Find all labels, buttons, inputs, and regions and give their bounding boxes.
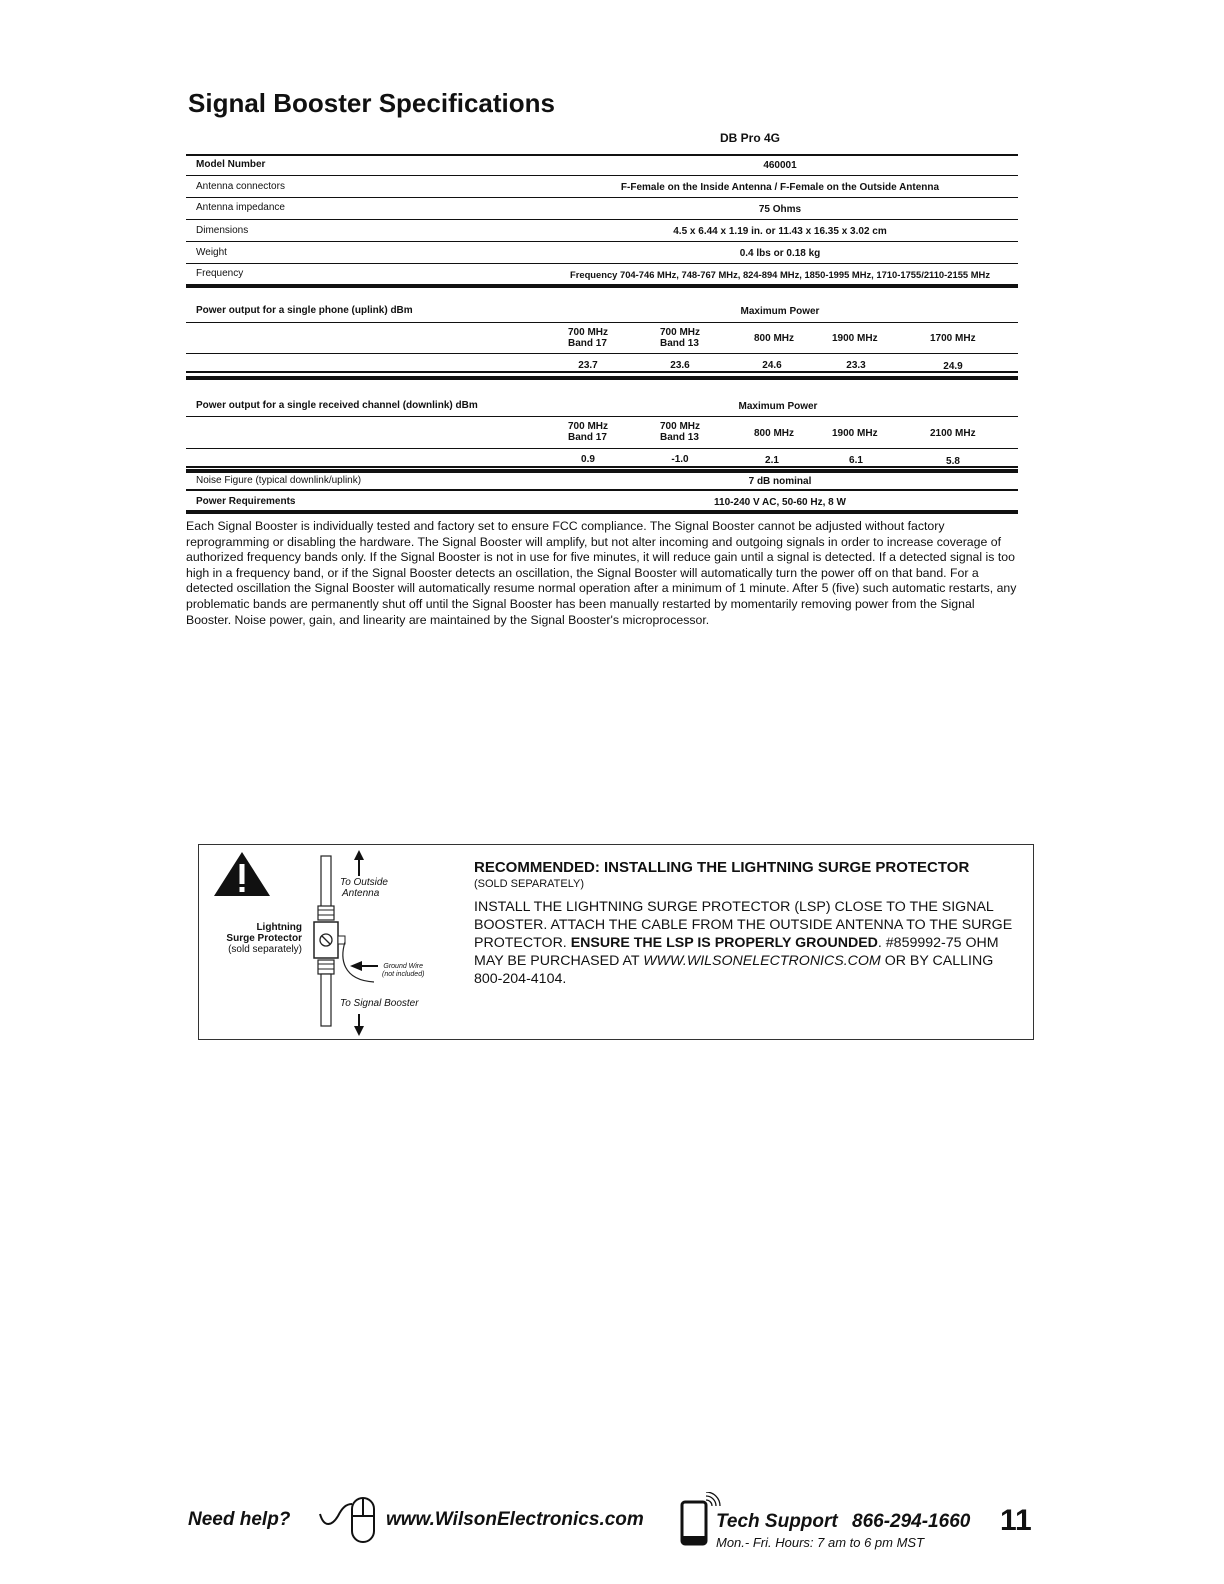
- mouse-icon: [318, 1494, 378, 1546]
- spec-value: 7 dB nominal: [748, 476, 812, 487]
- lsp-heading: RECOMMENDED: INSTALLING THE LIGHTNING SURGE PROTECTOR: [474, 859, 970, 876]
- page-number: 11: [1000, 1504, 1032, 1537]
- table-rule: [186, 284, 1018, 288]
- table-rule: [186, 376, 1018, 380]
- spec-value: 110-240 V AC, 50-60 Hz, 8 W: [714, 497, 846, 508]
- downlink-band: 1900 MHz: [832, 428, 878, 439]
- uplink-value: 23.3: [846, 360, 866, 371]
- surge-protector-label: Lightning Surge Protector (sold separately): [226, 922, 302, 955]
- spec-label: Frequency: [196, 268, 244, 279]
- downlink-value: 6.1: [849, 455, 863, 466]
- uplink-band: 800 MHz: [754, 333, 795, 344]
- arrow-down-icon: [354, 1014, 364, 1036]
- tech-support-label: Tech Support: [716, 1511, 838, 1532]
- downlink-band: 800 MHz: [754, 428, 795, 439]
- table-rule: [186, 510, 1018, 514]
- spec-value: 0.4 lbs or 0.18 kg: [739, 248, 821, 259]
- uplink-value: 24.6: [762, 360, 782, 371]
- downlink-label: Power output for a single received channel (downlink) dBm: [196, 400, 478, 411]
- uplink-value: 23.6: [670, 360, 690, 371]
- uplink-band: 700 MHz Band 13: [660, 327, 701, 349]
- table-rule: [186, 371, 1018, 373]
- downlink-value: 0.9: [581, 454, 595, 465]
- table-rule: [186, 466, 1018, 468]
- tech-support-phone[interactable]: 866-294-1660: [852, 1511, 971, 1532]
- page-title: Signal Booster Specifications: [188, 88, 555, 118]
- ground-wire-icon: [343, 942, 374, 982]
- warning-icon: [214, 852, 270, 896]
- downlink-band: 700 MHz Band 17: [568, 421, 609, 443]
- spec-value: 75 Ohms: [758, 204, 802, 215]
- need-help-label: Need help?: [188, 1509, 291, 1530]
- uplink-band: 700 MHz Band 17: [568, 327, 609, 349]
- uplink-value: 24.9: [943, 361, 963, 372]
- uplink-value: 23.7: [578, 360, 598, 371]
- description-paragraph: Each Signal Booster is individually tested and factory set to ensure FCC compliance. The Signal Booster cannot be adjusted without factory reprogramming or disabling the hardware. The Signal Booster will amplify, but not alter incoming and outgoing signals in order to increase coverage of authorized frequency bands only. If the Signal Booster is not in use for five minutes, it will reduce gain until a signal is detected. If a detected signal is too high in a frequency band, or if the Signal Booster detects an oscillation, the Signal Booster will automatically turn the power off on that band. For a detected oscillation the Signal Booster will automatically resume normal operation after a minimum of 1 minute. After 5 (five) such automatic restarts, any problematic bands are permanently shut off until the Signal Booster has been manually restarted by momentarily removing power from the Signal Booster. Noise power, gain, and linearity are maintained by the Signal Booster's microprocessor.: [186, 519, 1017, 627]
- uplink-band: 1900 MHz: [832, 333, 878, 344]
- website-link[interactable]: www.WilsonElectronics.com: [386, 1509, 644, 1530]
- spec-label: Noise Figure (typical downlink/uplink): [196, 475, 362, 486]
- spec-value: 4.5 x 6.44 x 1.19 in. or 11.43 x 16.35 x 3.02 cm: [673, 226, 887, 237]
- arrow-left-icon: [350, 961, 378, 971]
- tech-support-hours: Mon.- Fri. Hours: 7 am to 6 pm MST: [716, 1535, 925, 1550]
- table-rule: [186, 219, 1018, 220]
- spec-value: 460001: [763, 160, 797, 171]
- table-rule: [186, 489, 1018, 491]
- lsp-subheading: (SOLD SEPARATELY): [474, 878, 585, 890]
- table-rule: [186, 197, 1018, 198]
- spec-label: Model Number: [196, 159, 266, 170]
- downlink-value: -1.0: [671, 454, 689, 465]
- table-rule: [186, 322, 1018, 323]
- uplink-label: Power output for a single phone (uplink) dBm: [196, 305, 413, 316]
- table-rule: [186, 469, 1018, 473]
- spec-label: Power Requirements: [196, 496, 296, 507]
- cable-icon: [321, 856, 331, 908]
- arrow-up-icon: [354, 850, 364, 876]
- spec-value: F-Female on the Inside Antenna / F-Female on the Outside Antenna: [620, 182, 940, 193]
- downlink-value: 2.1: [765, 455, 779, 466]
- spec-label: Dimensions: [196, 225, 249, 236]
- table-rule: [186, 241, 1018, 242]
- downlink-band: 700 MHz Band 13: [660, 421, 701, 443]
- downlink-header: Maximum Power: [738, 401, 818, 412]
- to-signal-booster-label: To Signal Booster: [340, 998, 419, 1009]
- spec-label: Antenna connectors: [196, 181, 285, 192]
- spec-label: Weight: [196, 247, 227, 258]
- lsp-body: INSTALL THE LIGHTNING SURGE PROTECTOR (LSP) CLOSE TO THE SIGNAL BOOSTER. ATTACH THE CABLE FROM THE OUTSIDE ANTENNA TO THE SURGE PROTECTOR. ENSURE THE LSP IS PROPERLY GROUNDED. #859992-75 OHM MAY BE PURCHASED AT WWW.WILSONELECTRONICS.COM OR BY CALLING 800-204-4104.: [474, 899, 1013, 987]
- to-outside-antenna-label: To Outside Antenna: [340, 877, 388, 899]
- table-rule: [186, 353, 1018, 354]
- table-rule: [186, 154, 1018, 156]
- uplink-header: Maximum Power: [740, 306, 820, 317]
- downlink-value: 5.8: [946, 456, 960, 467]
- table-rule: [186, 263, 1018, 264]
- table-rule: [186, 448, 1018, 449]
- downlink-band: 2100 MHz: [930, 428, 976, 439]
- spec-label: Antenna impedance: [196, 202, 285, 213]
- table-rule: [186, 416, 1018, 417]
- ground-wire-label: Ground Wire (not included): [382, 963, 425, 978]
- table-rule: [186, 175, 1018, 176]
- uplink-band: 1700 MHz: [930, 333, 976, 344]
- model-name: DB Pro 4G: [720, 131, 781, 145]
- spec-value: Frequency 704-746 MHz, 748-767 MHz, 824-894 MHz, 1850-1995 MHz, 1710-1755/2110-2155 MHz: [569, 269, 991, 280]
